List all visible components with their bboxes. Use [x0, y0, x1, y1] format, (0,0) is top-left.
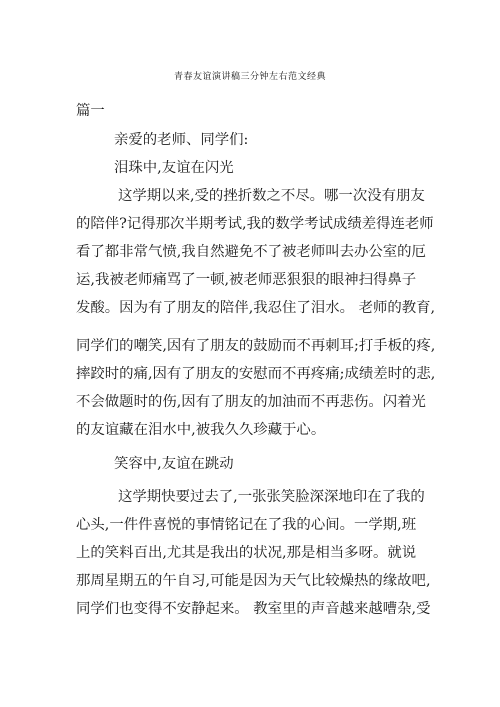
paragraph-line: 不会做题时的伤,因有了朋友的加油而不再悲伤。闪着光: [76, 394, 426, 410]
paragraph-line: 那周星期五的午自习,可能是因为天气比较燥热的缘故吧,: [76, 573, 431, 589]
section-heading-tears: 泪珠中,友谊在闪光: [114, 160, 234, 176]
paragraph-line: 发酸。因为有了朋友的陪伴,我忍住了泪水。 老师的教育,: [76, 300, 436, 316]
section-heading-smiles: 笑容中,友谊在跳动: [114, 456, 234, 472]
paragraph-line: 同学们的嘲笑,因有了朋友的鼓励而不再刺耳;打手板的疼,: [76, 338, 436, 354]
paragraph-line: 的友谊藏在泪水中,被我久久珍藏于心。: [76, 422, 326, 438]
document-title: 青春友谊演讲稿三分钟左右范文经典: [173, 72, 326, 82]
paragraph-line: 这学期以来,受的挫折数之不尽。哪一次没有朋友: [118, 188, 425, 204]
section-label: 篇一: [76, 103, 105, 119]
paragraph-line: 摔跤时的痛,因有了朋友的安慰而不再疼痛;成绩差时的悲,: [76, 366, 436, 382]
paragraph-line: 这学期快要过去了,一张张笑脸深深地印在了我的: [118, 489, 425, 505]
paragraph-line: 心头,一件件喜悦的事情铭记在了我的心间。一学期,班: [76, 517, 417, 533]
paragraph-line: 同学们也变得不安静起来。 教室里的声音越来越嘈杂,受: [76, 601, 431, 617]
paragraph-line: 的陪伴?记得那次半期考试,我的数学考试成绩差得连老师: [76, 216, 434, 232]
greeting: 亲爱的老师、同学们:: [114, 132, 249, 148]
paragraph-line: 看了都非常气愤,我自然避免不了被老师叫去办公室的厄: [76, 244, 426, 260]
paragraph-line: 上的笑料百出,尤其是我出的状况,那是相当多呀。就说: [76, 545, 417, 561]
paragraph-line: 运,我被老师痛骂了一顿,被老师恶狠狠的眼神扫得鼻子: [76, 272, 417, 288]
